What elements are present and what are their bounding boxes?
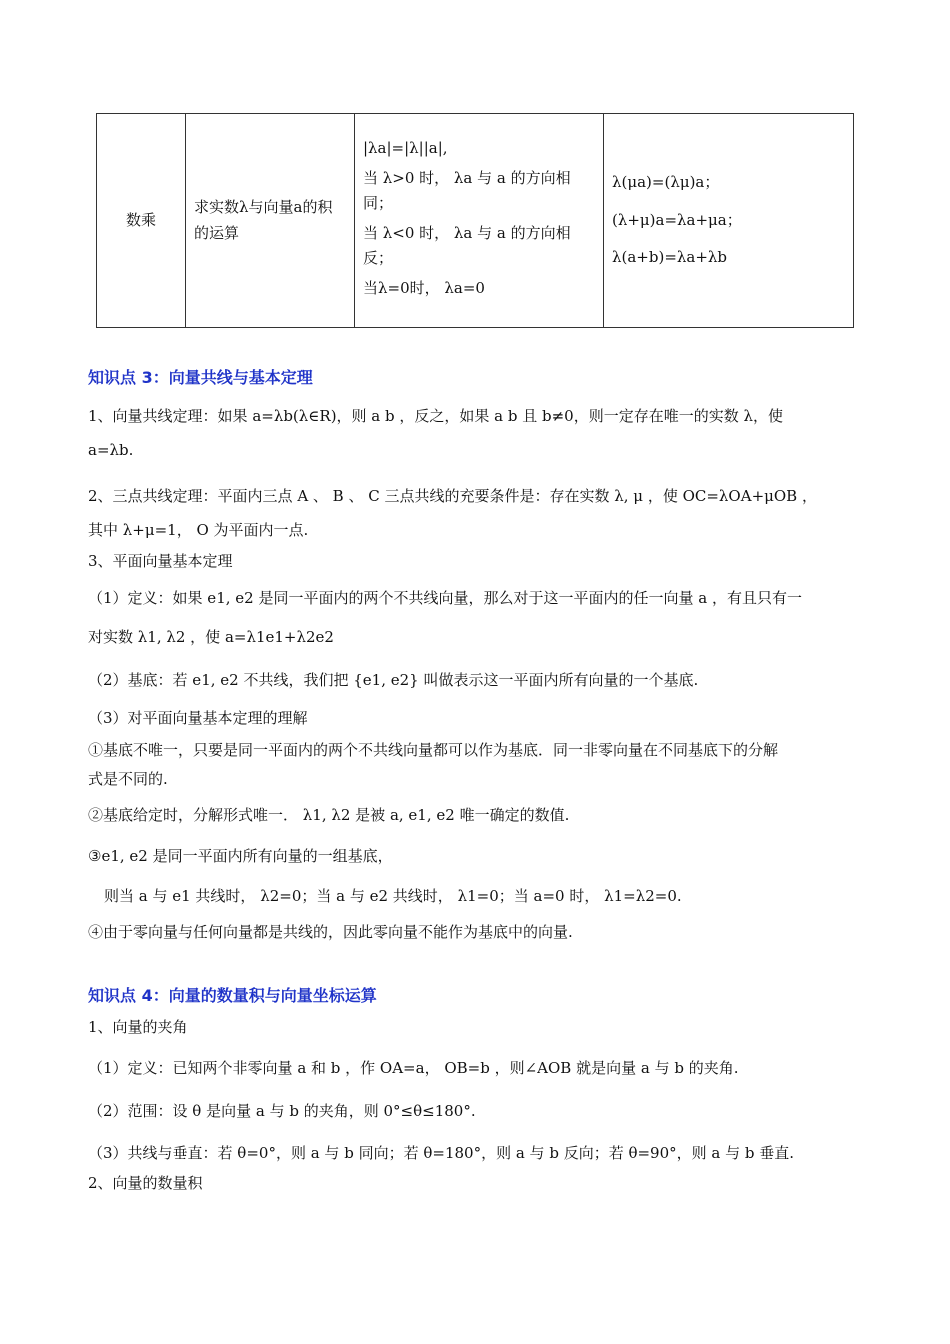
paragraph: 1、向量共线定理：如果 a=λb(λ∈R)，则 a b ，反之，如果 a b 且 b≠0，则一定存在唯一的实数 λ，使 bbox=[88, 407, 783, 425]
table-row bbox=[97, 114, 854, 328]
paragraph: 式是不同的. bbox=[88, 770, 168, 788]
paragraph: 其中 λ+μ=1， O 为平面内一点. bbox=[88, 521, 309, 539]
paragraph: （2）范围：设 θ 是向量 a 与 b 的夹角，则 0°≤θ≤180°. bbox=[88, 1102, 476, 1120]
paragraph: （1）定义：如果 e1, e2 是同一平面内的两个不共线向量，那么对于这一平面内的任一向量 a ，有且只有一 bbox=[88, 589, 802, 607]
section3-heading: 知识点 3：向量共线与基本定理 bbox=[88, 368, 313, 387]
paragraph: 3、平面向量基本定理 bbox=[88, 552, 233, 570]
paragraph: （3）共线与垂直：若 θ=0°，则 a 与 b 同向；若 θ=180°，则 a 与 b 反向；若 θ=90°，则 a 与 b 垂直. bbox=[88, 1144, 795, 1162]
operation-laws bbox=[604, 114, 854, 328]
law-item: (λ+μ)a=λa+μa； bbox=[612, 210, 742, 229]
paragraph: a=λb. bbox=[88, 441, 134, 459]
paragraph: 1、向量的夹角 bbox=[88, 1018, 188, 1036]
paragraph: ④由于零向量与任何向量都是共线的，因此零向量不能作为基底中的向量. bbox=[88, 923, 573, 941]
paragraph: 2、三点共线定理：平面内三点 A 、 B 、 C 三点共线的充要条件是：存在实数 λ, μ ，使 OC=λOA+μOB ， bbox=[88, 487, 817, 505]
paragraph: ③e1, e2 是同一平面内所有向量的一组基底， bbox=[88, 847, 393, 865]
section4-heading: 知识点 4：向量的数量积与向量坐标运算 bbox=[88, 986, 377, 1005]
paragraph: ②基底给定时，分解形式唯一． λ1, λ2 是被 a, e1, e2 唯一确定的数值. bbox=[88, 806, 570, 824]
operation-rules bbox=[355, 114, 604, 328]
rule-item: 当 λ<0 时， λa 与 a 的方向相反； bbox=[363, 223, 571, 267]
paragraph: 2、向量的数量积 bbox=[88, 1174, 203, 1192]
paragraph: 则当 a 与 e1 共线时， λ2=0；当 a 与 e2 共线时， λ1=0；当 a=0 时， λ1=λ2=0. bbox=[104, 887, 682, 905]
rule-item: 当 λ>0 时， λa 与 a 的方向相同； bbox=[363, 168, 571, 212]
law-item: λ(μa)=(λμ)a； bbox=[612, 173, 720, 192]
paragraph: （3）对平面向量基本定理的理解 bbox=[88, 709, 308, 727]
paragraph: （1）定义：已知两个非零向量 a 和 b ，作 OA=a， OB=b ，则∠AOB 就是向量 a 与 b 的夹角. bbox=[88, 1059, 739, 1077]
paragraph: 对实数 λ1, λ2 ，使 a=λ1e1+λ2e2 bbox=[88, 628, 334, 646]
paragraph: ①基底不唯一，只要是同一平面内的两个不共线向量都可以作为基底．同一非零向量在不同基底下的分解 bbox=[88, 741, 779, 759]
operations-table bbox=[96, 113, 854, 328]
law-item: λ(a+b)=λa+λb bbox=[612, 248, 728, 267]
rule-item: 当λ=0时， λa=0 bbox=[363, 278, 485, 297]
operation-name: 数乘 bbox=[97, 114, 186, 328]
paragraph: （2）基底：若 e1, e2 不共线，我们把 {e1, e2} 叫做表示这一平面内所有向量的一个基底. bbox=[88, 671, 699, 689]
operation-description: 求实数λ与向量a的积的运算 bbox=[186, 114, 355, 328]
rule-item: |λa|=|λ||a|, bbox=[363, 139, 448, 157]
